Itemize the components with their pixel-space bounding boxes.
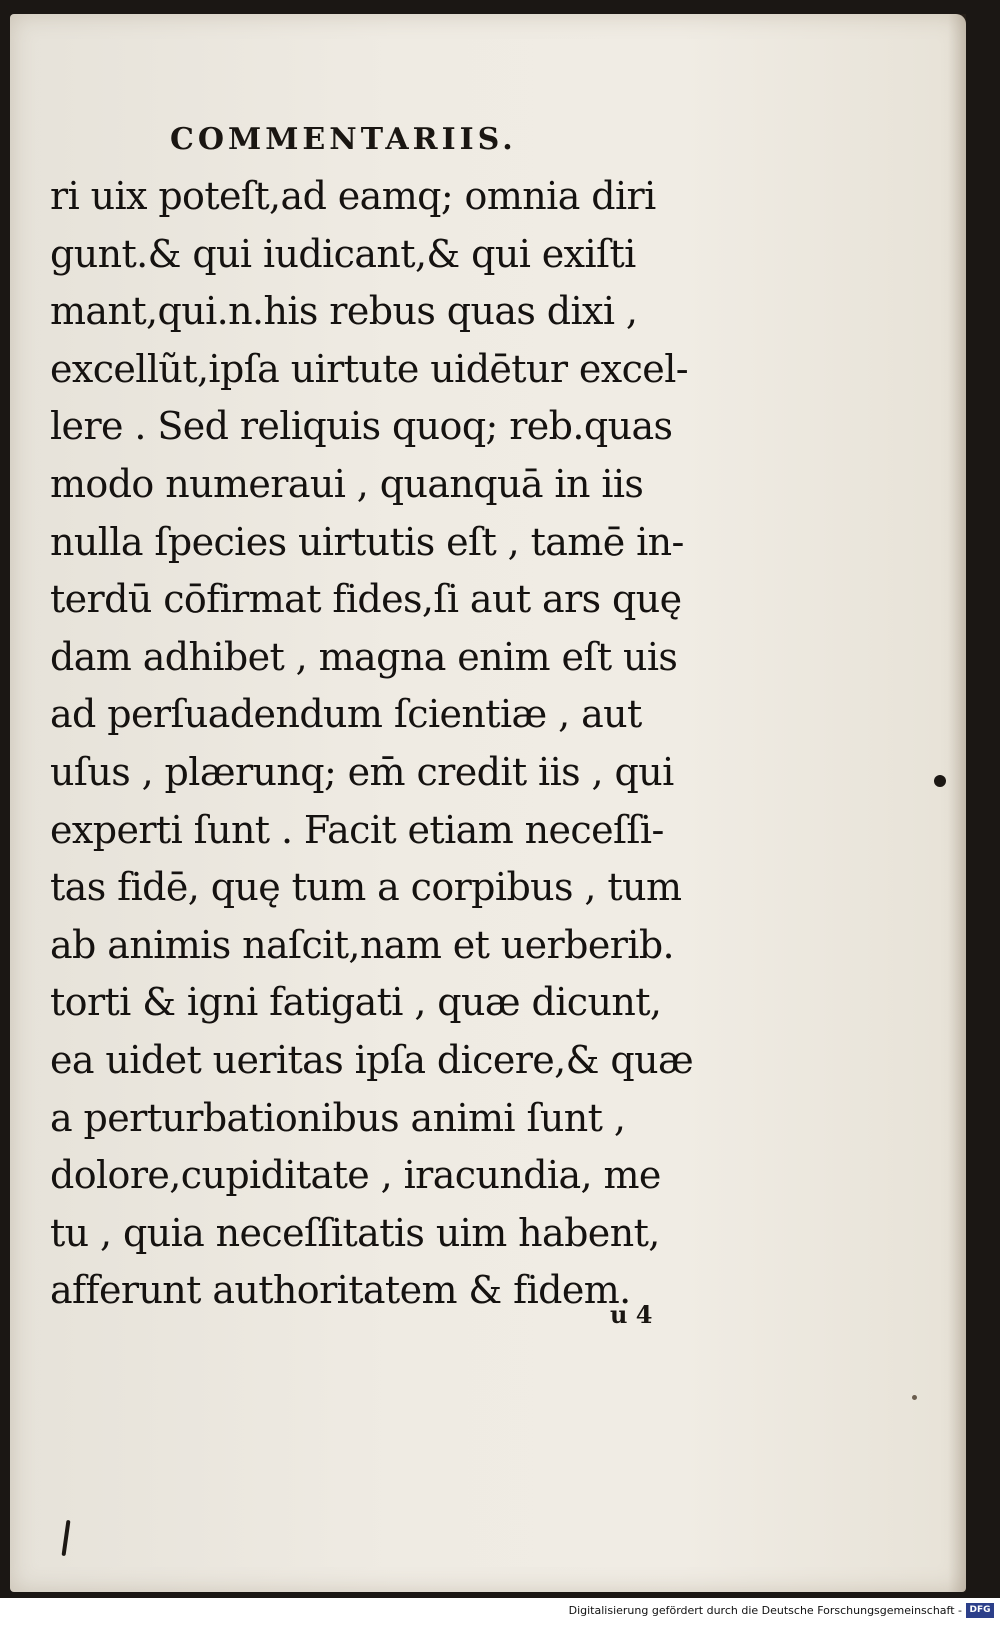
text-line: ri uix poteſt,ad eamq; omnia diri bbox=[50, 174, 656, 218]
text-line: modo numeraui , quanquā in iis bbox=[50, 461, 644, 506]
text-line: excellũt,ipſa uirtute uidētur excel- bbox=[50, 346, 688, 391]
ink-dot bbox=[934, 775, 946, 787]
text-line: tas fidē, quę tum a corpibus , tum bbox=[50, 865, 682, 910]
text-line: ad perſuadendum ſcientiæ , aut bbox=[50, 692, 642, 737]
signature-mark: u 4 bbox=[610, 1300, 653, 1329]
dfg-logo: DFG bbox=[966, 1603, 994, 1618]
text-line: mant,qui.n.his rebus quas dixi , bbox=[50, 289, 638, 334]
text-line: lere . Sed reliquis quoq; reb.quas bbox=[50, 404, 673, 449]
text-line: gunt.& qui iudicant,& qui exiſti bbox=[50, 231, 636, 276]
text-line: uſus , plærunq; em̄ credit iis , qui bbox=[50, 749, 674, 794]
running-head: COMMENTARIIS. bbox=[170, 122, 517, 157]
text-line: torti & igni fatigati , quæ dicunt, bbox=[50, 980, 662, 1025]
footer-bar bbox=[0, 1598, 1000, 1625]
text-line: a perturbationibus animi ſunt , bbox=[50, 1095, 626, 1140]
text-line: nulla ſpecies uirtutis eſt , tamē in- bbox=[50, 519, 684, 564]
text-line: dolore,cupiditate , iracundia, me bbox=[50, 1153, 661, 1198]
text-line: ab animis naſcit,nam et uerberib. bbox=[50, 922, 675, 967]
funding-credit: Digitalisierung gefördert durch die Deutsche Forschungsgemeinschaft - bbox=[568, 1604, 962, 1617]
text-line: tu , quia neceſſitatis uim habent, bbox=[50, 1210, 660, 1255]
ink-speck bbox=[912, 1395, 917, 1400]
text-line: experti ſunt . Facit etiam neceſſi- bbox=[50, 807, 664, 852]
text-line: terdū cōfirmat fides,ſi aut ars quę bbox=[50, 577, 682, 622]
show-through-text bbox=[770, 509, 950, 549]
text-block bbox=[50, 168, 740, 1320]
text-line: afferunt authoritatem & fidem. bbox=[50, 1268, 631, 1313]
text-line: ea uidet ueritas ipſa dicere,& quæ bbox=[50, 1037, 694, 1082]
text-line: dam adhibet , magna enim eſt uis bbox=[50, 634, 678, 679]
